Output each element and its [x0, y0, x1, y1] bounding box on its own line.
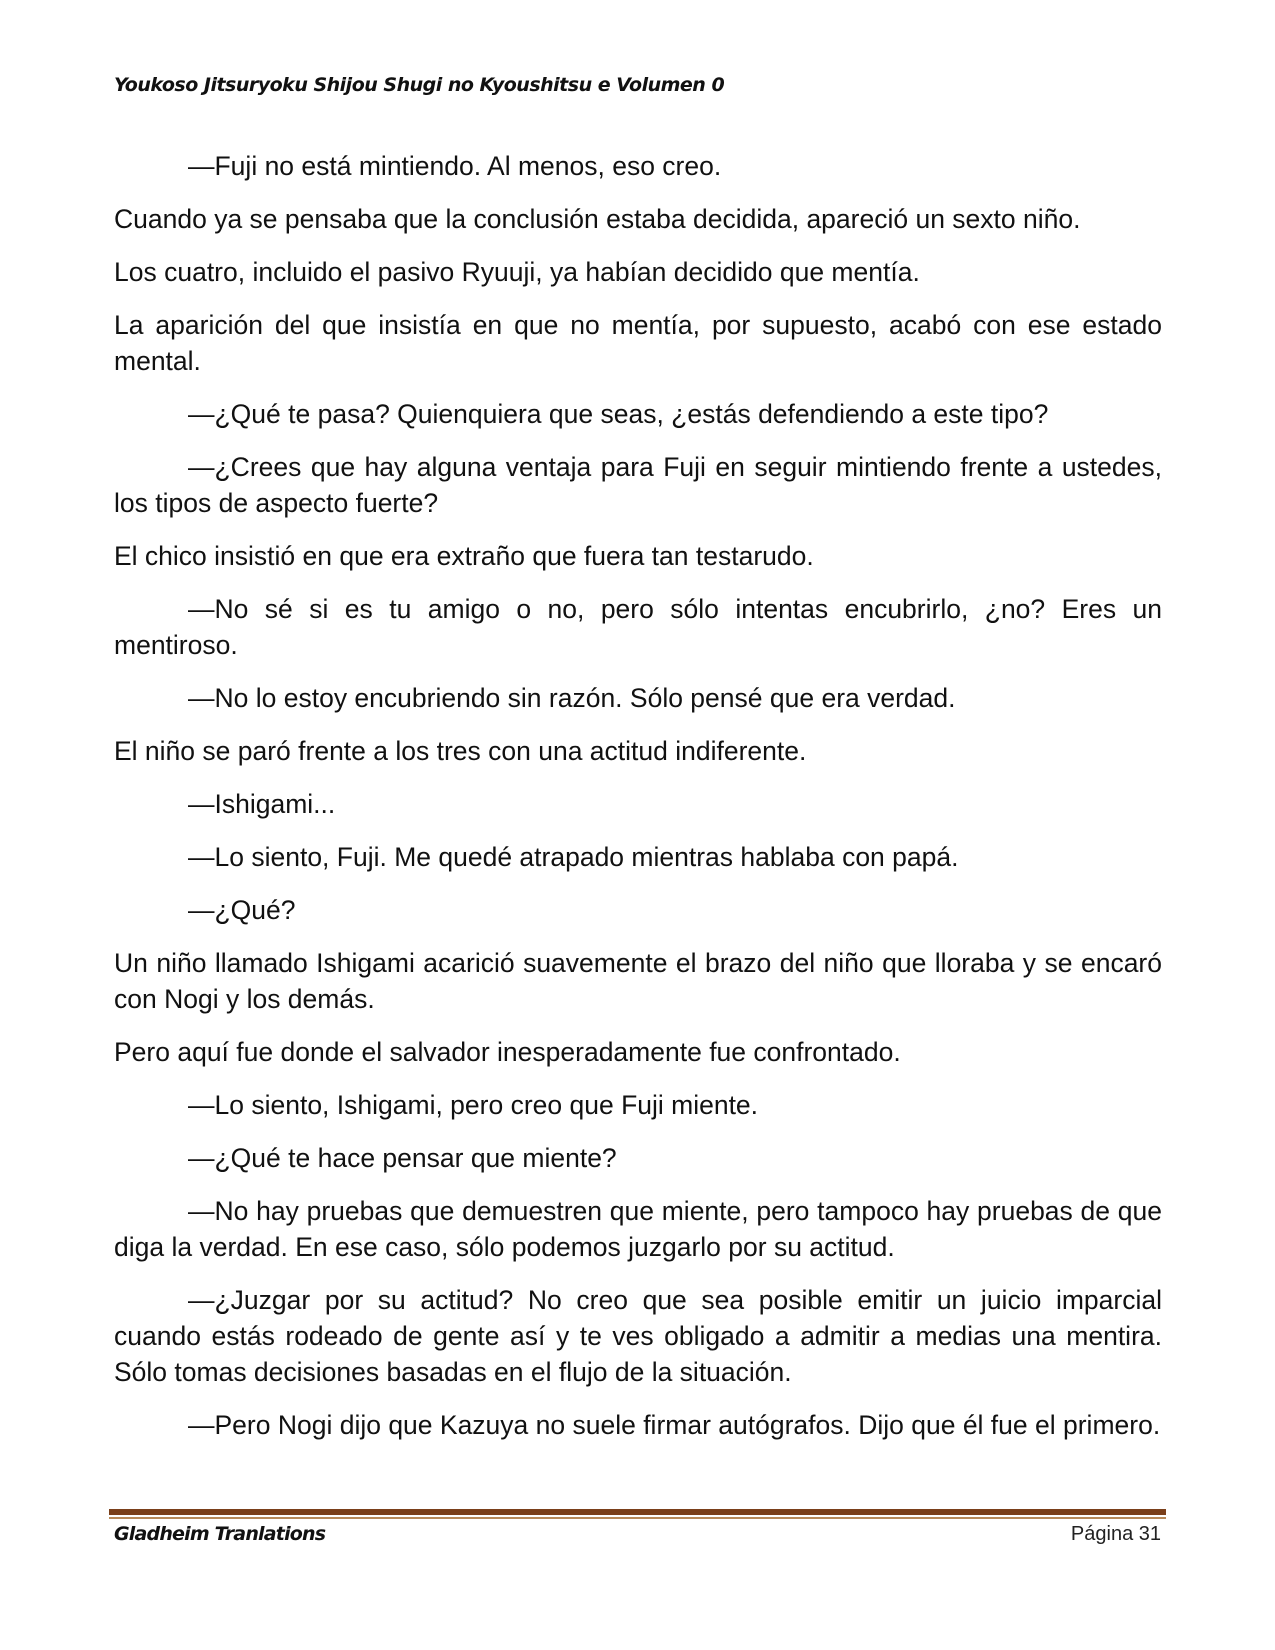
dialog-paragraph: —¿Crees que hay alguna ventaja para Fuji en seguir mintiendo frente a ustedes, los tipos de aspecto fuerte? [114, 452, 1162, 518]
dialog-paragraph: —No lo estoy encubriendo sin razón. Sólo pensé que era verdad. [188, 683, 956, 713]
narration-paragraph: Pero aquí fue donde el salvador inesperadamente fue confrontado. [114, 1037, 901, 1067]
footer-rule [109, 1509, 1166, 1515]
dialog-paragraph: —Pero Nogi dijo que Kazuya no suele firmar autógrafos. Dijo que él fue el primero. [188, 1410, 1161, 1440]
narration-paragraph: La aparición del que insistía en que no mentía, por supuesto, acabó con ese estado mental. [114, 310, 1162, 376]
dialog-paragraph: —Lo siento, Fuji. Me quedé atrapado mientras hablaba con papá. [188, 842, 959, 872]
narration-paragraph: Los cuatro, incluido el pasivo Ryuuji, ya habían decidido que mentía. [114, 257, 920, 287]
narration-paragraph: El niño se paró frente a los tres con una actitud indiferente. [114, 736, 807, 766]
dialog-paragraph: —No sé si es tu amigo o no, pero sólo intentas encubrirlo, ¿no? Eres un mentiroso. [114, 594, 1162, 660]
narration-paragraph: El chico insistió en que era extraño que fuera tan testarudo. [114, 541, 814, 571]
dialog-paragraph: —No hay pruebas que demuestren que miente, pero tampoco hay pruebas de que diga la verdad. En ese caso, sólo podemos juzgarlo por su actitud. [114, 1196, 1162, 1262]
running-header: Youkoso Jitsuryoku Shijou Shugi no Kyoushitsu e Volumen 0 [114, 74, 725, 96]
footer-rule-thin [109, 1517, 1166, 1519]
narration-paragraph: Cuando ya se pensaba que la conclusión estaba decidida, apareció un sexto niño. [114, 204, 1081, 234]
dialog-paragraph: —Ishigami... [188, 789, 336, 819]
dialog-paragraph: —¿Juzgar por su actitud? No creo que sea posible emitir un juicio imparcial cuando estás rodeado de gente así y te ves obligado a admitir a medias una mentira. Sólo tomas decisiones basadas en el flujo de la situación. [114, 1285, 1162, 1387]
dialog-paragraph: —¿Qué te hace pensar que miente? [188, 1143, 617, 1173]
dialog-paragraph: —Lo siento, Ishigami, pero creo que Fuji miente. [188, 1090, 759, 1120]
footer-publisher: Gladheim Tranlations [114, 1523, 326, 1545]
page-number: Página 31 [1070, 1523, 1161, 1545]
page-body [114, 148, 1162, 1460]
dialog-paragraph: —¿Qué? [188, 895, 296, 925]
dialog-paragraph: —¿Qué te pasa? Quienquiera que seas, ¿estás defendiendo a este tipo? [188, 399, 1049, 429]
narration-paragraph: Un niño llamado Ishigami acarició suavemente el brazo del niño que lloraba y se encaró con Nogi y los demás. [114, 948, 1162, 1014]
dialog-paragraph: —Fuji no está mintiendo. Al menos, eso creo. [188, 151, 722, 181]
